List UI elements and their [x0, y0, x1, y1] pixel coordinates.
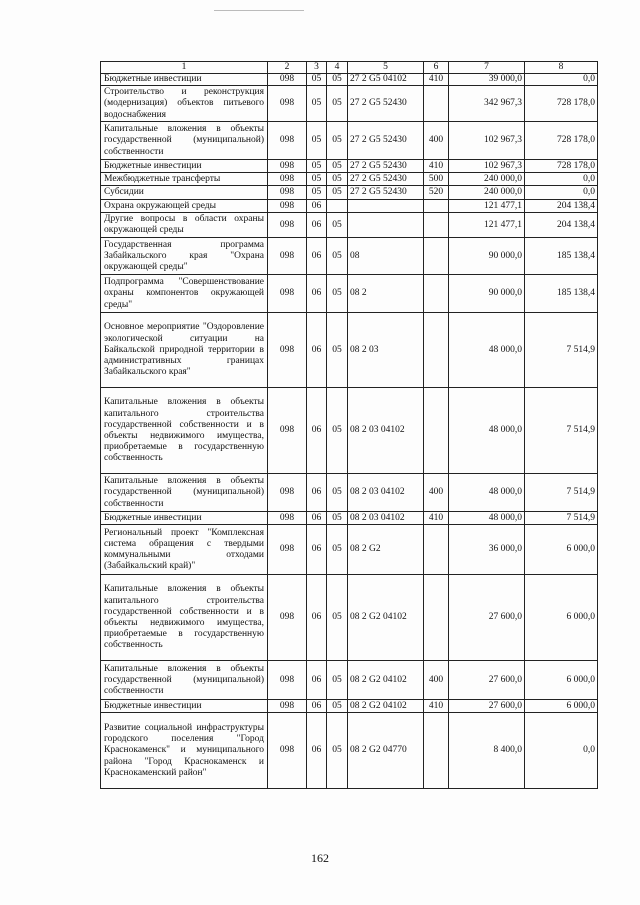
expense-type-cell	[424, 238, 449, 275]
target-article-cell: 08 2 03	[348, 313, 424, 388]
admin-code-cell: 098	[268, 388, 307, 474]
table-row	[101, 313, 598, 388]
amount-2021-cell: 240 000,0	[449, 173, 525, 186]
amount-2022-cell: 6 000,0	[525, 575, 598, 661]
table-row	[101, 213, 598, 238]
section-cell: 06	[307, 238, 327, 275]
section-cell: 06	[307, 575, 327, 661]
name-cell: Бюджетные инвестиции	[101, 160, 268, 173]
subsection-cell: 05	[327, 122, 348, 160]
subsection-cell: 05	[327, 713, 348, 789]
subsection-cell: 05	[327, 238, 348, 275]
subsection-cell: 05	[327, 388, 348, 474]
section-cell: 05	[307, 122, 327, 160]
table-body	[101, 62, 598, 789]
amount-2022-cell: 185 138,4	[525, 275, 598, 313]
top-rule	[214, 10, 304, 11]
name-cell: Бюджетные инвестиции	[101, 512, 268, 525]
amount-2021-cell: 48 000,0	[449, 474, 525, 512]
amount-2021-cell: 36 000,0	[449, 525, 525, 575]
amount-2022-cell: 0,0	[525, 713, 598, 789]
subsection-cell: 05	[327, 86, 348, 122]
name-cell: Субсидии	[101, 186, 268, 200]
target-article-cell: 08	[348, 238, 424, 275]
amount-2022-cell: 728 178,0	[525, 86, 598, 122]
name-cell: Строительство и реконструкция (модернизация) объектов питьевого водоснабжения	[101, 86, 268, 122]
amount-2021-cell: 27 600,0	[449, 661, 525, 700]
expense-type-cell: 410	[424, 74, 449, 86]
table-row	[101, 474, 598, 512]
section-cell: 06	[307, 474, 327, 512]
name-cell: Развитие социальной инфраструктуры городского поселения "Город Краснокаменск" и муниципального района "Город Краснокаменск и Краснокаменский район"	[101, 713, 268, 789]
table-row	[101, 388, 598, 474]
admin-code-cell: 098	[268, 575, 307, 661]
page-number: 162	[311, 851, 329, 865]
amount-2021-cell: 48 000,0	[449, 512, 525, 525]
header-cell-2: 2	[268, 62, 307, 74]
amount-2022-cell: 7 514,9	[525, 388, 598, 474]
expense-type-cell: 400	[424, 122, 449, 160]
target-article-cell: 27 2 G5 04102	[348, 74, 424, 86]
amount-2021-cell: 342 967,3	[449, 86, 525, 122]
amount-2022-cell: 7 514,9	[525, 474, 598, 512]
admin-code-cell: 098	[268, 512, 307, 525]
name-cell: Капитальные вложения в объекты государственной (муниципальной) собственности	[101, 661, 268, 700]
target-article-cell: 27 2 G5 52430	[348, 160, 424, 173]
amount-2021-cell: 90 000,0	[449, 238, 525, 275]
table-row	[101, 186, 598, 200]
subsection-cell: 05	[327, 512, 348, 525]
section-cell: 06	[307, 525, 327, 575]
name-cell: Региональный проект "Комплексная система обращения с твердыми коммунальными отходами (Забайкальский край)"	[101, 525, 268, 575]
target-article-cell	[348, 200, 424, 213]
section-cell: 05	[307, 173, 327, 186]
amount-2022-cell: 6 000,0	[525, 700, 598, 713]
target-article-cell: 08 2 G2 04102	[348, 661, 424, 700]
name-cell: Межбюджетные трансферты	[101, 173, 268, 186]
section-cell: 06	[307, 200, 327, 213]
amount-2021-cell: 102 967,3	[449, 160, 525, 173]
subsection-cell	[327, 200, 348, 213]
target-article-cell: 08 2 G2 04102	[348, 575, 424, 661]
target-article-cell: 08 2 G2 04102	[348, 700, 424, 713]
expense-type-cell	[424, 525, 449, 575]
subsection-cell: 05	[327, 160, 348, 173]
name-cell: Бюджетные инвестиции	[101, 700, 268, 713]
target-article-cell: 08 2 03 04102	[348, 388, 424, 474]
header-cell-3: 3	[307, 62, 327, 74]
expense-type-cell	[424, 388, 449, 474]
amount-2021-cell: 121 477,1	[449, 200, 525, 213]
expense-type-cell: 520	[424, 186, 449, 200]
table-row	[101, 238, 598, 275]
admin-code-cell: 098	[268, 474, 307, 512]
section-cell: 06	[307, 512, 327, 525]
target-article-cell: 27 2 G5 52430	[348, 173, 424, 186]
amount-2022-cell: 0,0	[525, 186, 598, 200]
header-row	[101, 62, 598, 74]
expense-type-cell: 400	[424, 661, 449, 700]
table-row	[101, 74, 598, 86]
name-cell: Охрана окружающей среды	[101, 200, 268, 213]
name-cell: Капитальные вложения в объекты государственной (муниципальной) собственности	[101, 474, 268, 512]
name-cell: Бюджетные инвестиции	[101, 74, 268, 86]
target-article-cell: 08 2 G2	[348, 525, 424, 575]
amount-2021-cell: 8 400,0	[449, 713, 525, 789]
amount-2022-cell: 6 000,0	[525, 661, 598, 700]
header-cell-5: 5	[348, 62, 424, 74]
table-row	[101, 713, 598, 789]
amount-2021-cell: 48 000,0	[449, 313, 525, 388]
admin-code-cell: 098	[268, 160, 307, 173]
admin-code-cell: 098	[268, 713, 307, 789]
admin-code-cell: 098	[268, 313, 307, 388]
amount-2022-cell: 728 178,0	[525, 160, 598, 173]
header-cell-6: 6	[424, 62, 449, 74]
admin-code-cell: 098	[268, 122, 307, 160]
header-cell-1: 1	[101, 62, 268, 74]
admin-code-cell: 098	[268, 525, 307, 575]
admin-code-cell: 098	[268, 275, 307, 313]
name-cell: Капитальные вложения в объекты капитального строительства государственной собственности и в объекты недвижимого имущества, приобретаемые в государственную собственность	[101, 575, 268, 661]
section-cell: 06	[307, 713, 327, 789]
subsection-cell: 05	[327, 313, 348, 388]
subsection-cell: 05	[327, 213, 348, 238]
amount-2022-cell: 185 138,4	[525, 238, 598, 275]
admin-code-cell: 098	[268, 661, 307, 700]
amount-2021-cell: 90 000,0	[449, 275, 525, 313]
subsection-cell: 05	[327, 275, 348, 313]
target-article-cell: 27 2 G5 52430	[348, 122, 424, 160]
admin-code-cell: 098	[268, 173, 307, 186]
expense-type-cell	[424, 713, 449, 789]
subsection-cell: 05	[327, 575, 348, 661]
admin-code-cell: 098	[268, 700, 307, 713]
amount-2021-cell: 27 600,0	[449, 700, 525, 713]
table-row	[101, 575, 598, 661]
name-cell: Капитальные вложения в объекты капитального строительства государственной собственности и в объекты недвижимого имущества, приобретаемые в государственную собственность	[101, 388, 268, 474]
amount-2022-cell: 6 000,0	[525, 525, 598, 575]
name-cell: Государственная программа Забайкальского края "Охрана окружающей среды"	[101, 238, 268, 275]
expense-type-cell: 410	[424, 160, 449, 173]
expense-type-cell: 410	[424, 512, 449, 525]
subsection-cell: 05	[327, 661, 348, 700]
table-row	[101, 275, 598, 313]
target-article-cell	[348, 213, 424, 238]
amount-2022-cell: 728 178,0	[525, 122, 598, 160]
admin-code-cell: 098	[268, 86, 307, 122]
subsection-cell: 05	[327, 525, 348, 575]
table-row	[101, 160, 598, 173]
expense-type-cell: 410	[424, 700, 449, 713]
target-article-cell: 27 2 G5 52430	[348, 86, 424, 122]
section-cell: 05	[307, 186, 327, 200]
target-article-cell: 08 2 G2 04770	[348, 713, 424, 789]
admin-code-cell: 098	[268, 213, 307, 238]
budget-table	[100, 61, 598, 789]
section-cell: 06	[307, 388, 327, 474]
table-row	[101, 173, 598, 186]
header-cell-7: 7	[449, 62, 525, 74]
expense-type-cell	[424, 200, 449, 213]
amount-2022-cell: 204 138,4	[525, 213, 598, 238]
expense-type-cell	[424, 275, 449, 313]
section-cell: 06	[307, 661, 327, 700]
table-row	[101, 122, 598, 160]
amount-2021-cell: 102 967,3	[449, 122, 525, 160]
header-cell-4: 4	[327, 62, 348, 74]
expense-type-cell	[424, 213, 449, 238]
expense-type-cell	[424, 86, 449, 122]
amount-2021-cell: 48 000,0	[449, 388, 525, 474]
table-row	[101, 86, 598, 122]
admin-code-cell: 098	[268, 200, 307, 213]
subsection-cell: 05	[327, 474, 348, 512]
subsection-cell: 05	[327, 700, 348, 713]
admin-code-cell: 098	[268, 238, 307, 275]
amount-2021-cell: 27 600,0	[449, 575, 525, 661]
name-cell: Капитальные вложения в объекты государственной (муниципальной) собственности	[101, 122, 268, 160]
admin-code-cell: 098	[268, 186, 307, 200]
section-cell: 06	[307, 700, 327, 713]
section-cell: 05	[307, 74, 327, 86]
admin-code-cell: 098	[268, 74, 307, 86]
amount-2021-cell: 39 000,0	[449, 74, 525, 86]
expense-type-cell	[424, 313, 449, 388]
header-cell-8: 8	[525, 62, 598, 74]
amount-2022-cell: 7 514,9	[525, 512, 598, 525]
section-cell: 06	[307, 275, 327, 313]
section-cell: 06	[307, 313, 327, 388]
table-row	[101, 525, 598, 575]
table-row	[101, 661, 598, 700]
section-cell: 05	[307, 160, 327, 173]
amount-2022-cell: 7 514,9	[525, 313, 598, 388]
name-cell: Основное мероприятие "Оздоровление экологической ситуации на Байкальской природной территории в административных границах Забайкальского края"	[101, 313, 268, 388]
expense-type-cell	[424, 575, 449, 661]
amount-2021-cell: 121 477,1	[449, 213, 525, 238]
amount-2022-cell: 204 138,4	[525, 200, 598, 213]
name-cell: Подпрограмма "Совершенствование охраны компонентов окружающей среды"	[101, 275, 268, 313]
section-cell: 05	[307, 86, 327, 122]
table-row	[101, 700, 598, 713]
expense-type-cell: 400	[424, 474, 449, 512]
target-article-cell: 08 2 03 04102	[348, 474, 424, 512]
table-row	[101, 200, 598, 213]
target-article-cell: 27 2 G5 52430	[348, 186, 424, 200]
table-row	[101, 512, 598, 525]
amount-2022-cell: 0,0	[525, 173, 598, 186]
target-article-cell: 08 2 03 04102	[348, 512, 424, 525]
name-cell: Другие вопросы в области охраны окружающей среды	[101, 213, 268, 238]
amount-2022-cell: 0,0	[525, 74, 598, 86]
expense-type-cell: 500	[424, 173, 449, 186]
subsection-cell: 05	[327, 186, 348, 200]
subsection-cell: 05	[327, 173, 348, 186]
section-cell: 06	[307, 213, 327, 238]
subsection-cell: 05	[327, 74, 348, 86]
target-article-cell: 08 2	[348, 275, 424, 313]
amount-2021-cell: 240 000,0	[449, 186, 525, 200]
